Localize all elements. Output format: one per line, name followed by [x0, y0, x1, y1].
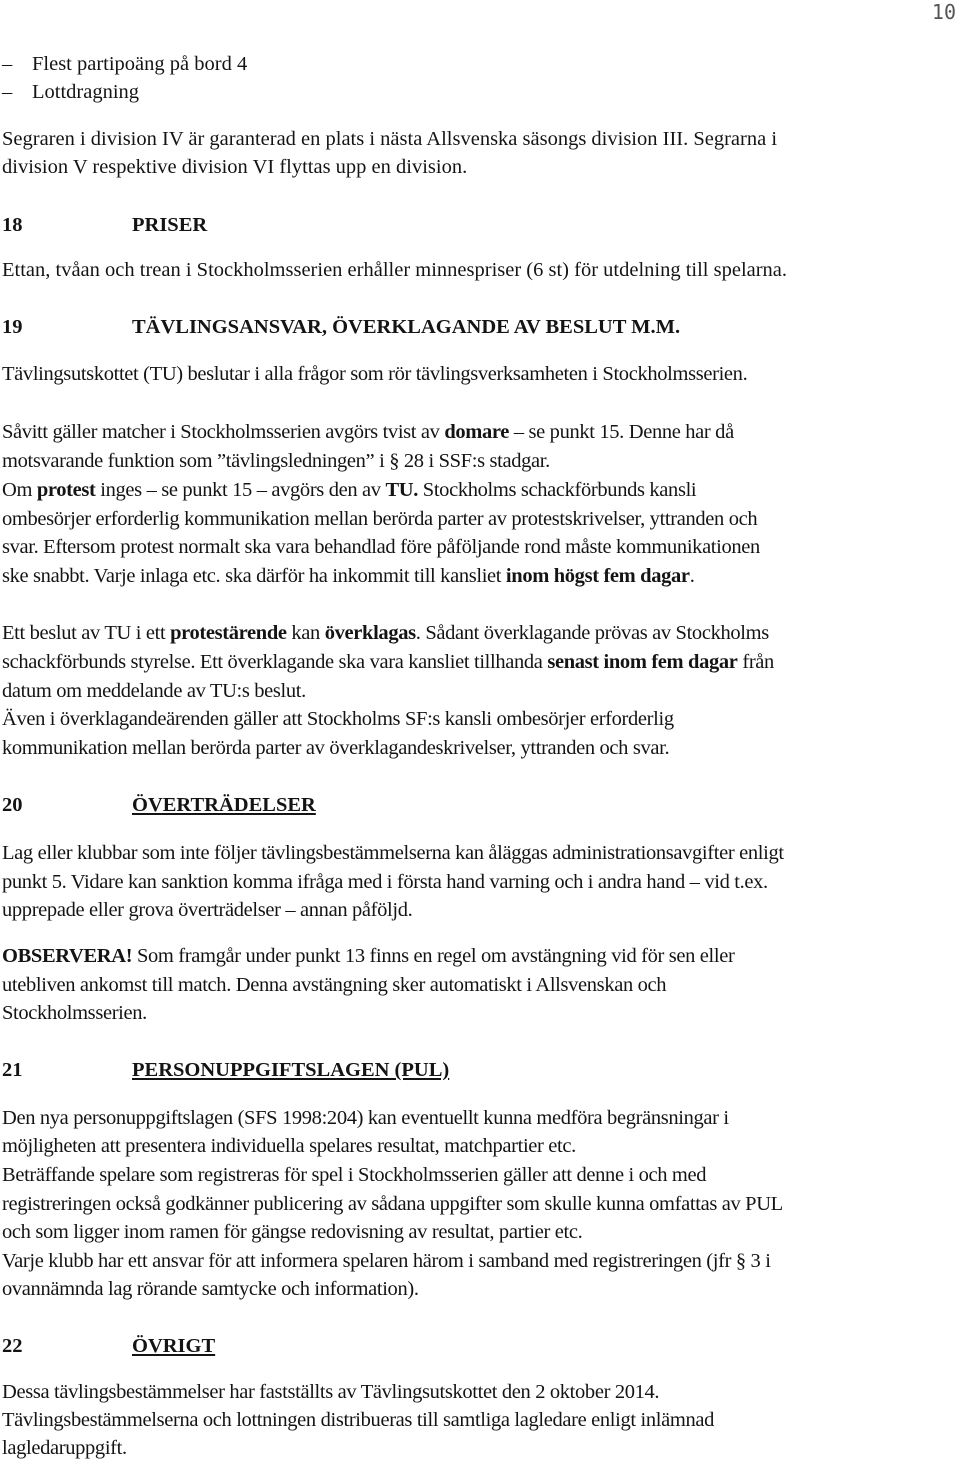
text-run: från	[737, 651, 774, 673]
sec19-p2-line	[2, 476, 696, 505]
section-heading-22	[2, 1332, 215, 1360]
sec21-line: Varje klubb har ett ansvar för att informera spelaren härom i samband med registreringen (jfr § 3 i	[2, 1250, 771, 1272]
sec19-p2-line	[2, 418, 734, 447]
bold-run: överklagas	[324, 622, 416, 644]
sec21-line: Beträffande spelare som registreras för spel i Stockholmsserien gäller att denne i och med	[2, 1164, 707, 1186]
bold-run: protest	[36, 479, 96, 501]
sec20-obs-line: Stockholmsserien.	[2, 1002, 147, 1024]
sec21-line: och som ligger inom ramen för gängse redovisning av resultat, partier etc.	[2, 1221, 583, 1243]
bold-run: senast inom fem dagar	[547, 651, 738, 673]
sec22-line: Dessa tävlingsbestämmelser har fastställts av Tävlingsutskottet den 2 oktober 2014.	[2, 1381, 660, 1403]
sec19-p2-line: ombesörjer erforderlig kommunikation mellan berörda parter av protestskrivelser, yttranden och	[2, 508, 758, 530]
sec19-p3-line: Även i överklagandeärenden gäller att Stockholms SF:s kansli ombesörjer erforderlig	[2, 708, 674, 730]
section-heading-19	[2, 313, 680, 341]
section-title: PRISER	[132, 214, 208, 236]
sec19-p2-line: svar. Eftersom protest normalt ska vara behandlad före påföljande rond måste kommunikationen	[2, 536, 760, 558]
text-run: ske snabbt. Varje inlaga etc. ska därför ha inkommit till kansliet	[2, 565, 506, 587]
sec20-obs-line	[2, 942, 734, 971]
bullet-text: Flest partipoäng på bord 4	[32, 53, 248, 75]
bold-run: inom högst fem dagar	[505, 565, 690, 587]
sec20-obs-line: utebliven ankomst till match. Denna avstängning sker automatiskt i Allsvenskan och	[2, 974, 667, 996]
section-title: ÖVERTRÄDELSER	[132, 794, 316, 816]
text-run: kan	[286, 622, 325, 644]
bullet-item	[2, 78, 139, 106]
sec19-tu-line: Tävlingsutskottet (TU) beslutar i alla frågor som rör tävlingsverksamheten i Stockholmsserien.	[2, 363, 748, 385]
sec20-line: Lag eller klubbar som inte följer tävlingsbestämmelserna kan åläggas administrationsavgifter enligt	[2, 842, 784, 864]
section-heading-21	[2, 1056, 449, 1084]
sec19-p2-line: motsvarande funktion som ”tävlingsledningen” i § 28 i SSF:s stadgar.	[2, 450, 550, 472]
sec20-line: punkt 5. Vidare kan sanktion komma ifråga med i första hand varning och i andra hand – vid t.ex.	[2, 871, 768, 893]
section-number: 18	[2, 214, 23, 236]
sec18-text: Ettan, tvåan och trean i Stockholmsserien erhåller minnespriser (6 st) för utdelning till spelarna.	[2, 259, 788, 281]
text-run: . Sådant överklagande prövas av Stockholms	[415, 622, 769, 644]
section-title: PERSONUPPGIFTSLAGEN (PUL)	[132, 1059, 450, 1081]
bold-run: protestärende	[170, 622, 287, 644]
sec19-p2-line	[2, 562, 694, 591]
sec19-p3-line: kommunikation mellan berörda parter av överklagandeskrivelser, yttranden och svar.	[2, 737, 670, 759]
dash-glyph: –	[2, 81, 13, 103]
sec19-p3-line	[2, 648, 774, 677]
section-heading-20	[2, 791, 316, 819]
intro-line: division V respektive division VI flyttas upp en division.	[2, 156, 468, 178]
dash-glyph: –	[2, 53, 13, 75]
sec22-line: Tävlingsbestämmelserna och lottningen distribueras till samtliga lagledare enligt inlämnad	[2, 1409, 714, 1431]
sec20-line: upprepade eller grova överträdelser – annan påföljd.	[2, 899, 413, 921]
section-number: 20	[2, 794, 23, 816]
sec21-line: ovannämnda lag rörande samtycke och information).	[2, 1278, 419, 1300]
section-number: 21	[2, 1059, 23, 1081]
text-run: .	[689, 565, 695, 587]
page-number: 10	[931, 0, 956, 24]
bullet-text: Lottdragning	[32, 81, 140, 103]
sec21-line: registreringen också godkänner publicering av sådana uppgifter som skulle kunna omfattas av PUL	[2, 1193, 783, 1215]
text-run: Såvitt gäller matcher i Stockholmsserien avgörs tvist av	[2, 421, 445, 443]
text-run: Stockholms schackförbunds kansli	[418, 479, 697, 501]
sec21-line: möjligheten att presentera individuella spelares resultat, matchpartier etc.	[2, 1135, 576, 1157]
text-run: Ett beslut av TU i ett	[2, 622, 171, 644]
observera-label: OBSERVERA!	[2, 945, 133, 967]
section-number: 22	[2, 1335, 23, 1357]
sec19-p3-line: datum om meddelande av TU:s beslut.	[2, 680, 306, 702]
section-heading-18	[2, 211, 207, 239]
sec21-line: Den nya personuppgiftslagen (SFS 1998:204) kan eventuellt kunna medföra begränsningar i	[2, 1107, 729, 1129]
intro-line: Segraren i division IV är garanterad en plats i nästa Allsvenska säsongs division III. Segrarna i	[2, 128, 778, 150]
text-run: Som framgår under punkt 13 finns en regel om avstängning vid för sen eller	[132, 945, 735, 967]
sec19-p3-line	[2, 619, 769, 648]
bullet-item	[2, 50, 247, 78]
section-title: ÖVRIGT	[132, 1335, 216, 1357]
text-run: inges – se punkt 15 – avgörs den av	[95, 479, 386, 501]
bold-run: TU.	[385, 479, 419, 501]
section-title: TÄVLINGSANSVAR, ÖVERKLAGANDE AV BESLUT M.M.	[132, 316, 681, 338]
text-run: schackförbunds styrelse. Ett överklagande ska vara kansliet tillhanda	[2, 651, 548, 673]
text-run: – se punkt 15. Denne har då	[509, 421, 734, 443]
bold-run: domare	[444, 421, 510, 443]
text-run: Om	[2, 479, 37, 501]
sec22-line: lagledaruppgift.	[2, 1437, 127, 1459]
section-number: 19	[2, 316, 23, 338]
